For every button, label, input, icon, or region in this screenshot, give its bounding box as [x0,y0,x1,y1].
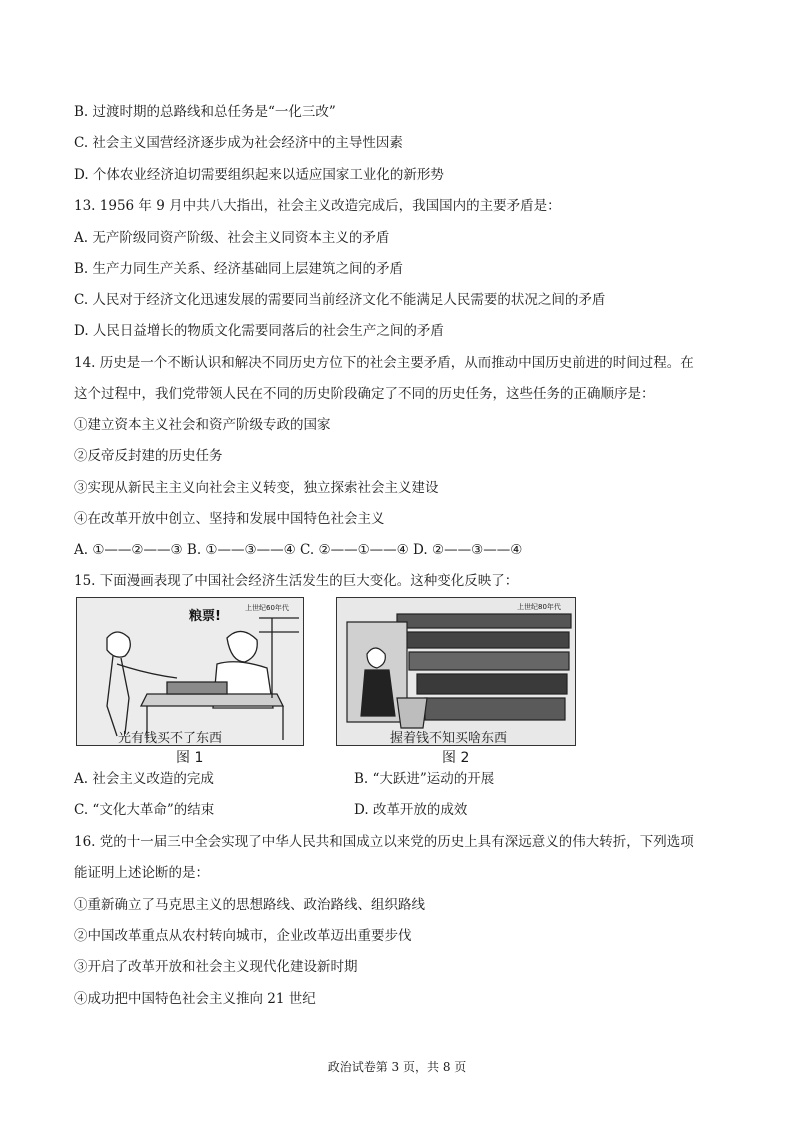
statement-line: ④成功把中国特色社会主义推向 21 世纪 [74,991,316,1007]
option-line: B. 生产力同生产关系、经济基础同上层建筑之间的矛盾 [74,261,404,277]
cartoon-2-caption: 握着钱不知买啥东西 [390,731,508,746]
statement-line: ①重新确立了马克思主义的思想路线、政治路线、组织路线 [74,897,425,913]
question-14: 14. 历史是一个不断认识和解决不同历史方位下的社会主要矛盾，从而推动中国历史前进的时间过程。在 [74,355,694,371]
cartoon-1-drawing [77,598,303,745]
option-line: D. 改革开放的成效 [354,802,468,818]
statement-line: ②中国改革重点从农村转向城市，企业改革迈出重要步伐 [74,928,412,944]
question-16-cont: 能证明上述论断的是： [74,865,209,881]
option-line: B. 过渡时期的总路线和总任务是“一化三改” [74,104,336,120]
cartoon-image-2 [336,597,576,746]
statement-line: ④在改革开放中创立、坚持和发展中国特色社会主义 [74,511,385,527]
option-line: C. “文化大革命”的结束 [74,802,215,818]
option-line: C. 人民对于经济文化迅速发展的需要同当前经济文化不能满足人民需要的状况之间的矛盾 [74,292,606,308]
option-line: A. 社会主义改造的完成 [74,771,214,787]
figure-1-label: 图 1 [176,750,204,766]
statement-line: ②反帝反封建的历史任务 [74,448,223,464]
cartoon-1-caption: 光有钱买不了东西 [118,731,223,746]
page-footer: 政治试卷第 3 页，共 8 页 [327,1060,467,1074]
cartoon-1-bubble: 粮票! [189,609,221,624]
figure-2-label: 图 2 [442,750,470,766]
question-13: 13. 1956 年 9 月中共八大指出，社会主义改造完成后，我国国内的主要矛盾是： [74,198,561,214]
options-row: A. ①——②——③ B. ①——③——④ C. ②——①——④ D. ②——③——④ [74,542,523,558]
option-line: A. 无产阶级同资产阶级、社会主义同资本主义的矛盾 [74,230,390,246]
question-15: 15. 下面漫画表现了中国社会经济生活发生的巨大变化。这种变化反映了： [74,573,519,589]
question-16: 16. 党的十一届三中全会实现了中华人民共和国成立以来党的历史上具有深远意义的伟大转折，下列选项 [74,834,694,850]
option-line: D. 人民日益增长的物质文化需要同落后的社会生产之间的矛盾 [74,323,444,339]
statement-line: ①建立资本主义社会和资产阶级专政的国家 [74,417,331,433]
option-line: C. 社会主义国营经济逐步成为社会经济中的主导性因素 [74,135,403,151]
cartoon-2-era: 上世纪80年代 [517,603,561,611]
cartoon-2-drawing [337,598,575,745]
option-line: D. 个体农业经济迫切需要组织起来以适应国家工业化的新形势 [74,167,444,183]
question-14-cont: 这个过程中，我们党带领人民在不同的历史阶段确定了不同的历史任务，这些任务的正确顺序是： [74,386,655,402]
option-line: B. “大跃进”运动的开展 [354,771,495,787]
statement-line: ③开启了改革开放和社会主义现代化建设新时期 [74,959,358,975]
cartoon-image-1 [76,597,304,746]
statement-line: ③实现从新民主主义向社会主义转变，独立探索社会主义建设 [74,480,439,496]
cartoon-1-era: 上世纪60年代 [245,604,289,612]
